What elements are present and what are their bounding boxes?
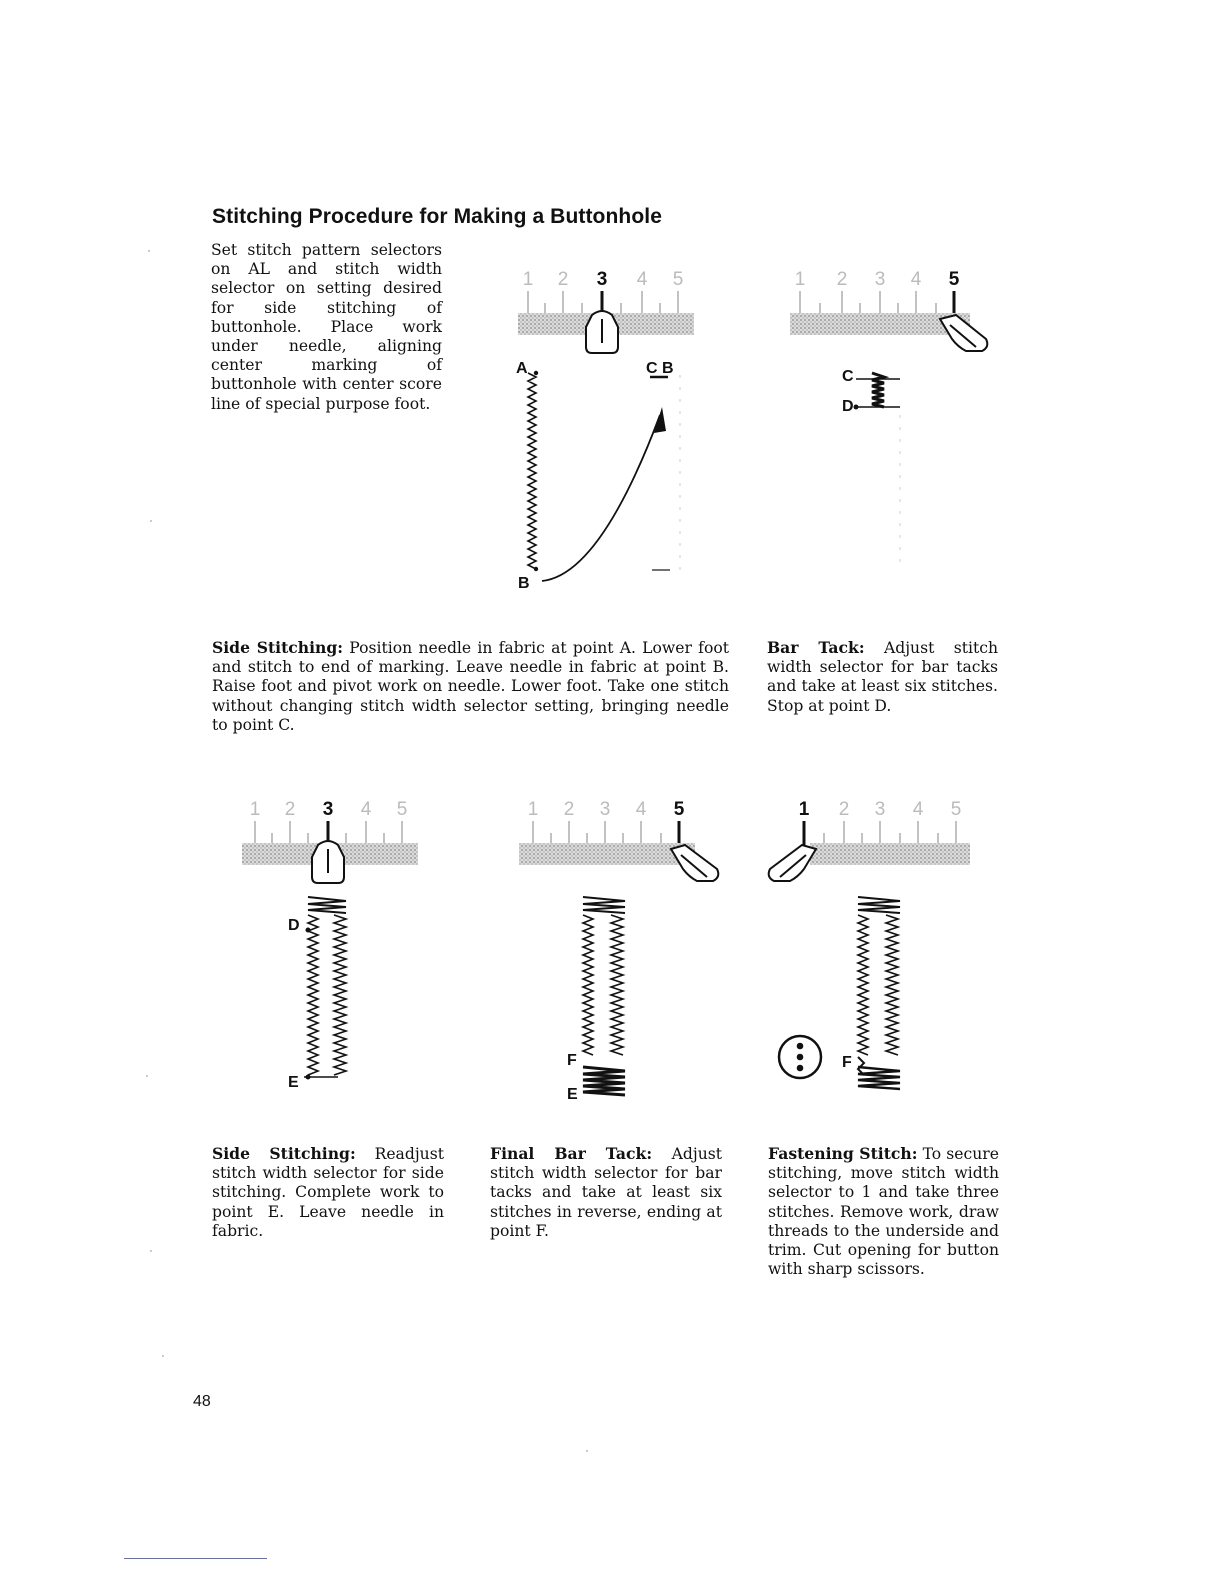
label-c: C <box>646 360 658 377</box>
dial-number: 4 <box>636 269 648 290</box>
scan-speck <box>148 250 150 252</box>
dial-number: 2 <box>563 799 575 820</box>
stitch-labels <box>842 368 854 415</box>
dial-number: 4 <box>912 799 924 820</box>
label-d: D <box>288 917 300 934</box>
stitch-labels <box>842 1054 852 1071</box>
stitch-labels <box>516 360 674 592</box>
step-fastening-stitch <box>768 1144 999 1279</box>
intro-text: Set stitch pattern selectors on AL and stitch width selector on setting desired for side stitching of buttonhole. Place work under needle, aligning center marking of buttonhole with center score line of special purpose foot. <box>211 241 442 413</box>
stitch-width-scale <box>799 799 970 865</box>
step-text: Adjust stitch width selector for bar tacks and take at least six stitches. Stop at point D. <box>767 639 998 715</box>
figure-fastening-stitch <box>760 785 990 1115</box>
dial-number: 2 <box>836 269 848 290</box>
dial-number-selected: 5 <box>673 799 685 820</box>
stitch-width-scale <box>519 799 695 865</box>
stitch-labels <box>567 1052 578 1103</box>
dial-number-selected: 5 <box>948 269 960 290</box>
final-bar-tack-stitches <box>583 1067 625 1095</box>
dial-number: 1 <box>527 799 539 820</box>
step-side-stitching-2 <box>212 1144 444 1241</box>
label-b-top: B <box>662 360 674 377</box>
label-c: C <box>842 368 854 385</box>
figure-bar-tack <box>780 255 1010 605</box>
dial-number: 3 <box>874 269 886 290</box>
dial-number: 1 <box>249 799 261 820</box>
figure-side-stitching <box>490 255 730 605</box>
dial-number: 2 <box>284 799 296 820</box>
step-text: Position needle in fabric at point A. Lower foot and stitch to end of marking. Leave needle in fabric at point B. Raise foot and pivot work on needle. Lower foot. Take one stitch without changing stitch width selector setting, bringing needle to point C. <box>212 639 729 734</box>
page-number: 48 <box>193 1393 211 1410</box>
step-bar-tack <box>767 638 998 716</box>
label-f: F <box>567 1052 577 1069</box>
scan-speck <box>150 1250 152 1252</box>
presser-foot-icon <box>312 841 344 883</box>
zigzag-side-stitching <box>528 373 536 569</box>
presser-foot-icon <box>586 311 618 353</box>
pivot-arrow <box>542 415 660 581</box>
step-heading: Side Stitching: <box>212 638 344 657</box>
dial-number: 5 <box>396 799 408 820</box>
stitch-labels <box>288 917 300 1091</box>
dial-number: 2 <box>557 269 569 290</box>
scan-speck <box>162 1355 164 1357</box>
dial-number: 4 <box>360 799 372 820</box>
scan-speck <box>146 1075 148 1077</box>
label-e: E <box>288 1074 299 1091</box>
dial-number: 5 <box>950 799 962 820</box>
dial-number-selected: 3 <box>596 269 608 290</box>
step-final-bar-tack <box>490 1144 722 1241</box>
label-d: D <box>842 398 854 415</box>
footer-rule <box>124 1558 267 1559</box>
step-heading: Fastening Stitch: <box>768 1144 918 1163</box>
dial-number: 5 <box>672 269 684 290</box>
bar-tack-stitches <box>872 373 884 407</box>
button-icon <box>779 1036 821 1078</box>
step-heading: Final Bar Tack: <box>490 1144 653 1163</box>
dial-number: 1 <box>794 269 806 290</box>
dial-number: 3 <box>874 799 886 820</box>
presser-foot-icon <box>769 845 816 881</box>
step-text: Adjust stitch width selector for bar tacks and take at least six stitches in reverse, ending at point F. <box>490 1145 722 1240</box>
dial-number: 1 <box>522 269 534 290</box>
step-heading: Bar Tack: <box>767 638 865 657</box>
zigzag-right-side <box>334 915 346 1075</box>
scan-speck <box>150 520 152 522</box>
step-heading: Side Stitching: <box>212 1144 356 1163</box>
page-title: Stitching Procedure for Making a Buttonhole <box>212 205 662 228</box>
step-text: To secure stitching, move stitch width selector to 1 and take three stitches. Remove work, draw threads to the underside and trim. Cut opening for button with sharp scissors. <box>768 1145 999 1279</box>
dial-number: 4 <box>910 269 922 290</box>
label-a: A <box>516 360 528 377</box>
label-e: E <box>567 1086 578 1103</box>
scan-speck <box>586 1450 588 1452</box>
figure-final-bar-tack <box>505 785 735 1115</box>
label-f: F <box>842 1054 852 1071</box>
dial-number: 3 <box>599 799 611 820</box>
figure-side-stitching-2 <box>230 785 440 1115</box>
dial-number: 4 <box>635 799 647 820</box>
dial-number-selected: 3 <box>322 799 334 820</box>
step-text: Readjust stitch width selector for side stitching. Complete work to point E. Leave needle in fabric. <box>212 1145 444 1240</box>
dial-number: 2 <box>838 799 850 820</box>
step-side-stitching-1 <box>212 638 729 735</box>
zigzag-left-side <box>308 915 318 1075</box>
label-b: B <box>518 575 530 592</box>
dial-number-selected: 1 <box>798 799 810 820</box>
